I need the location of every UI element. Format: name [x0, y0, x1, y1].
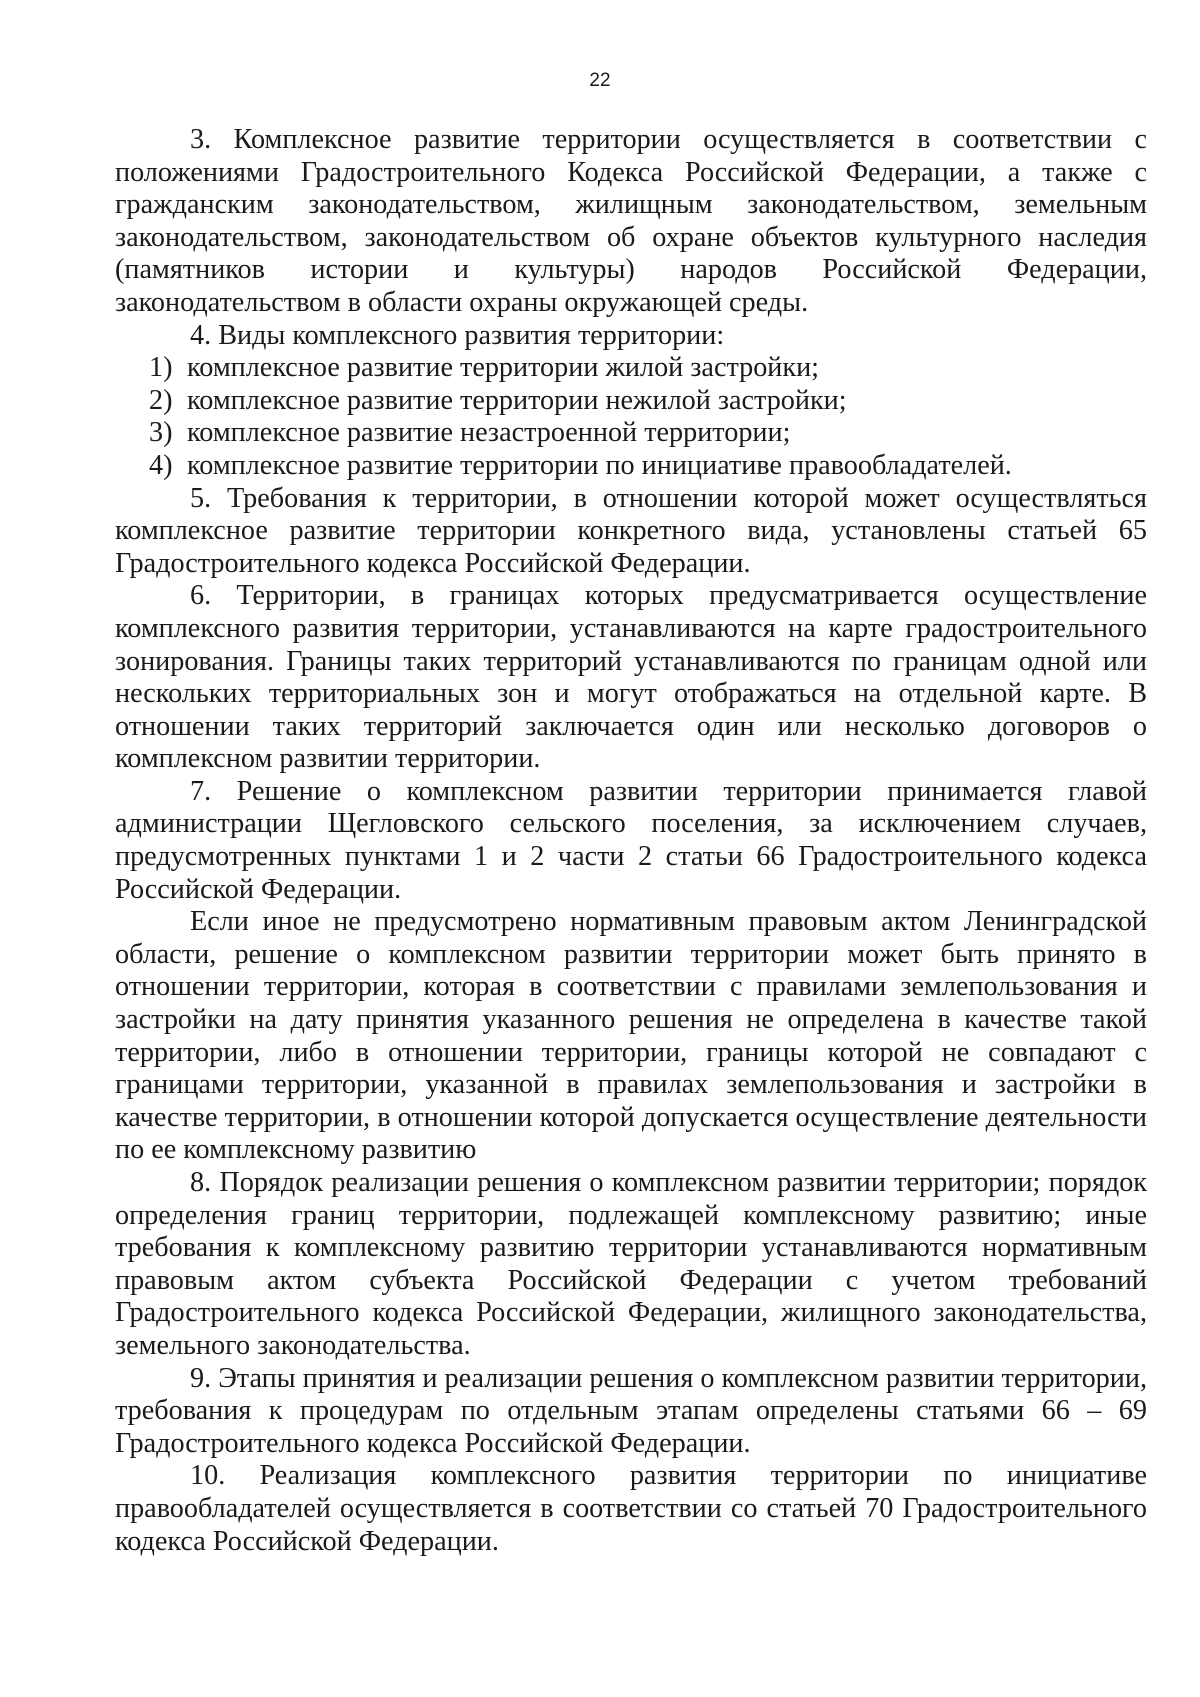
list-item [115, 352, 1147, 385]
paragraph-9: 9. Этапы принятия и реализации решения о комплексном развитии территории, требования к процедурам по отдельным этапам определены статьями 66 – 69 Градостроительного кодекса Российской Федерации. [115, 1362, 1147, 1459]
list-item [115, 385, 1147, 418]
list-marker: 1) [149, 352, 173, 384]
paragraph-6: 6. Территории, в границах которых предусматривается осуществление комплексного развития территории, устанавливаются на карте градостроительного зонирования. Границы таких территорий устанавливаются по границам одной или нескольких территориальных зон и могут отображаться на отдельной карте. В отношении таких территорий заключается один или несколько договоров о комплексном развитии территории. [115, 580, 1147, 775]
list-marker: 2) [149, 384, 173, 416]
document-body [115, 124, 1147, 1558]
list-item [115, 417, 1147, 450]
list-item-text: комплексное развитие территории жилой застройки; [187, 352, 820, 384]
paragraph-5: 5. Требования к территории, в отношении которой может осуществляться комплексное развитие территории конкретного вида, установлены статьей 65 Градостроительного кодекса Российской Федерации. [115, 482, 1147, 579]
paragraph-3: 3. Комплексное развитие территории осуществляется в соответствии с положениями Градостроительного Кодекса Российской Федерации, а также с гражданским законодательством, жилищным законодательством, земельным законодательством, законодательством об охране объектов культурного наследия (памятников истории и культуры) народов Российской Федерации, законодательством в области охраны окружающей среды. [115, 124, 1147, 318]
list-item [115, 450, 1147, 483]
list-item-text: комплексное развитие территории нежилой застройки; [187, 384, 847, 416]
list-marker: 3) [149, 417, 173, 449]
paragraph-8: 8. Порядок реализации решения о комплексном развитии территории; порядок определения границ территории, подлежащей комплексному развитию; иные требования к комплексному развитию территории устанавливаются нормативным правовым актом субъекта Российской Федерации с учетом требований Градостроительного кодекса Российской Федерации, жилищного законодательства, земельного законодательства. [115, 1167, 1147, 1361]
list-item-text: комплексное развитие незастроенной территории; [187, 417, 791, 449]
paragraph-10: 10. Реализация комплексного развития территории по инициативе правообладателей осуществляется в соответствии со статьей 70 Градостроительного кодекса Российской Федерации. [115, 1460, 1147, 1557]
list-marker: 4) [149, 449, 173, 481]
list-item-text: комплексное развитие территории по инициативе правообладателей. [187, 449, 1012, 481]
paragraph-7: 7. Решение о комплексном развитии территории принимается главой администрации Щегловского сельского поселения, за исключением случаев, предусмотренных пунктами 1 и 2 части 2 статьи 66 Градостроительного кодекса Российской Федерации. [115, 775, 1147, 905]
page-number: 22 [589, 70, 611, 91]
paragraph-7-continuation: Если иное не предусмотрено нормативным правовым актом Ленинградской области, решение о комплексном развитии территории может быть принято в отношении территории, которая в соответствии с правилами землепользования и застройки на дату принятия указанного решения не определена в качестве такой территории, либо в отношении территории, границы которой не совпадают с границами территории, указанной в правилах землепользования и застройки в качестве территории, в отношении которой допускается осуществление деятельности по ее комплексному развитию [115, 906, 1147, 1166]
paragraph-4: 4. Виды комплексного развития территории: [190, 319, 725, 351]
